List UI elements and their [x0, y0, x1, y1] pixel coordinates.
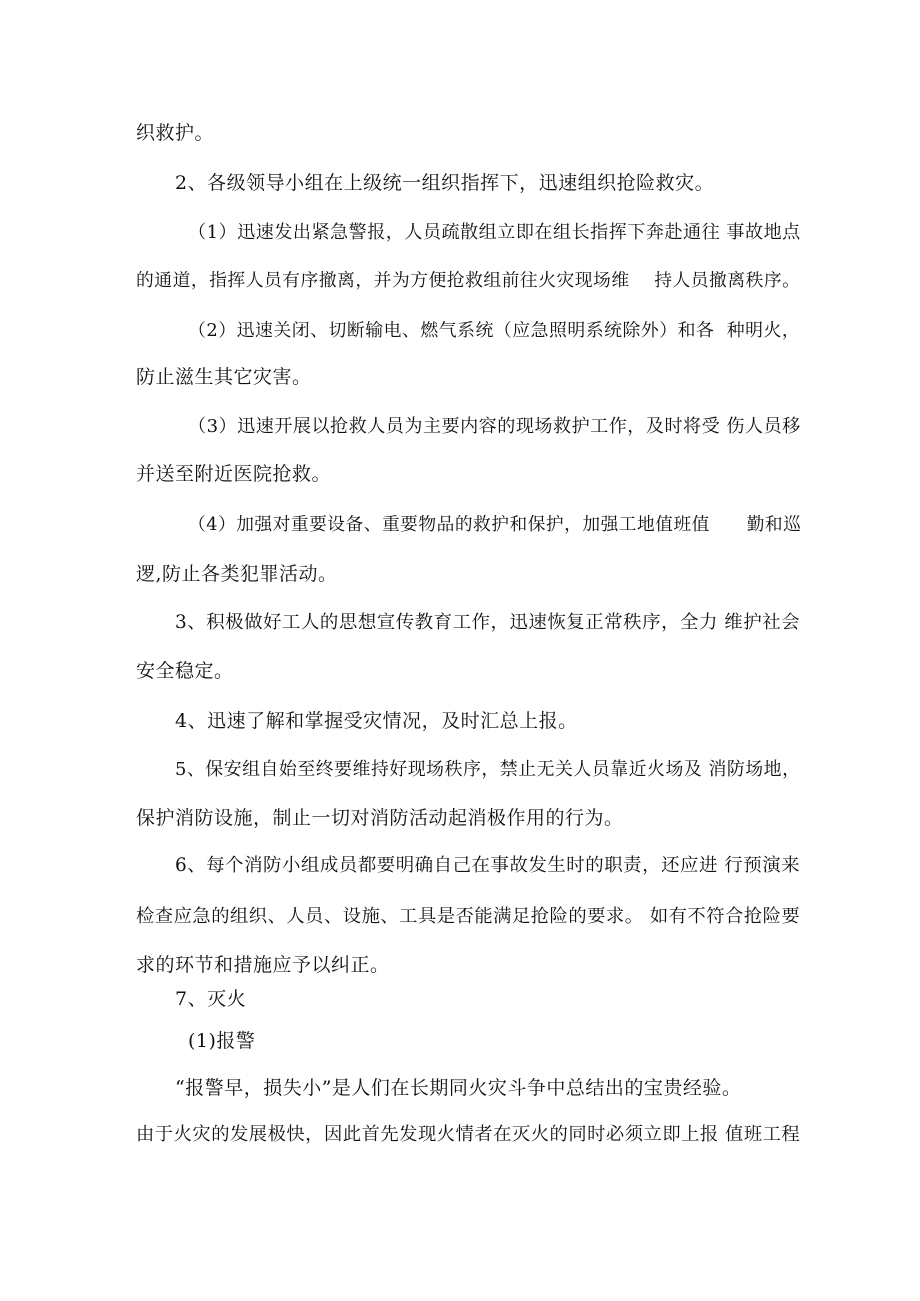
text-line: 4、迅速了解和掌握受灾情况，及时汇总上报。 — [175, 710, 578, 732]
text-line: 3、积极做好工人的思想宣传教育工作，迅速恢复正常秩序，全力 维护社会 — [175, 612, 801, 633]
text-line: 求的环节和措施应予以纠正。 — [136, 954, 390, 976]
text-line: （1）迅速发出紧急警报，人员疏散组立即在组长指挥下奔赴通往 事故地点 — [188, 222, 801, 243]
text-line: 安全稳定。 — [136, 660, 234, 682]
text-line: （2）迅速关闭、切断输电、燃气系统（应急照明系统除外）和各 种明火， — [188, 320, 801, 341]
text-line: 6、每个消防小组成员都要明确自己在事故发生时的职责，还应进 行预演来 — [175, 855, 801, 876]
text-line: 保护消防设施，制止一切对消防活动起消极作用的行为。 — [136, 807, 624, 829]
text-line: 并送至附近医院抢救。 — [136, 463, 332, 485]
text-line: “报警早，损失小”是人们在长期同火灾斗争中总结出的宝贵经验。 — [175, 1077, 742, 1099]
text-line: 检查应急的组织、人员、设施、工具是否能满足抢险的要求。 如有不符合抢险要 — [136, 906, 801, 927]
text-line: 5、保安组自始至终要维持好现场秩序，禁止无关人员靠近火场及 消防场地， — [175, 759, 801, 780]
text-line: 的通道，指挥人员有序撤离，并为方便抢救组前往火灾现场维 持人员撤离秩序。 — [136, 270, 801, 291]
text-line: 2、各级领导小组在上级统一组织指挥下，迅速组织抢险救灾。 — [175, 172, 715, 194]
text-line: 逻,防止各类犯罪活动。 — [136, 563, 338, 585]
text-line: （3）迅速开展以抢救人员为主要内容的现场救护工作，及时将受 伤人员移 — [188, 416, 801, 437]
text-line: 由于火灾的发展极快，因此首先发现火情者在灭火的同时必须立即上报 值班工程 — [136, 1124, 801, 1145]
text-line: （4）加强对重要设备、重要物品的救护和保护，加强工地值班值 勤和巡 — [188, 515, 802, 535]
text-line: (1)报警 — [188, 1030, 256, 1052]
text-line: 7、灭火 — [175, 988, 247, 1010]
text-line: 防止滋生其它灾害。 — [136, 366, 312, 388]
text-line: 织救护。 — [136, 122, 215, 144]
